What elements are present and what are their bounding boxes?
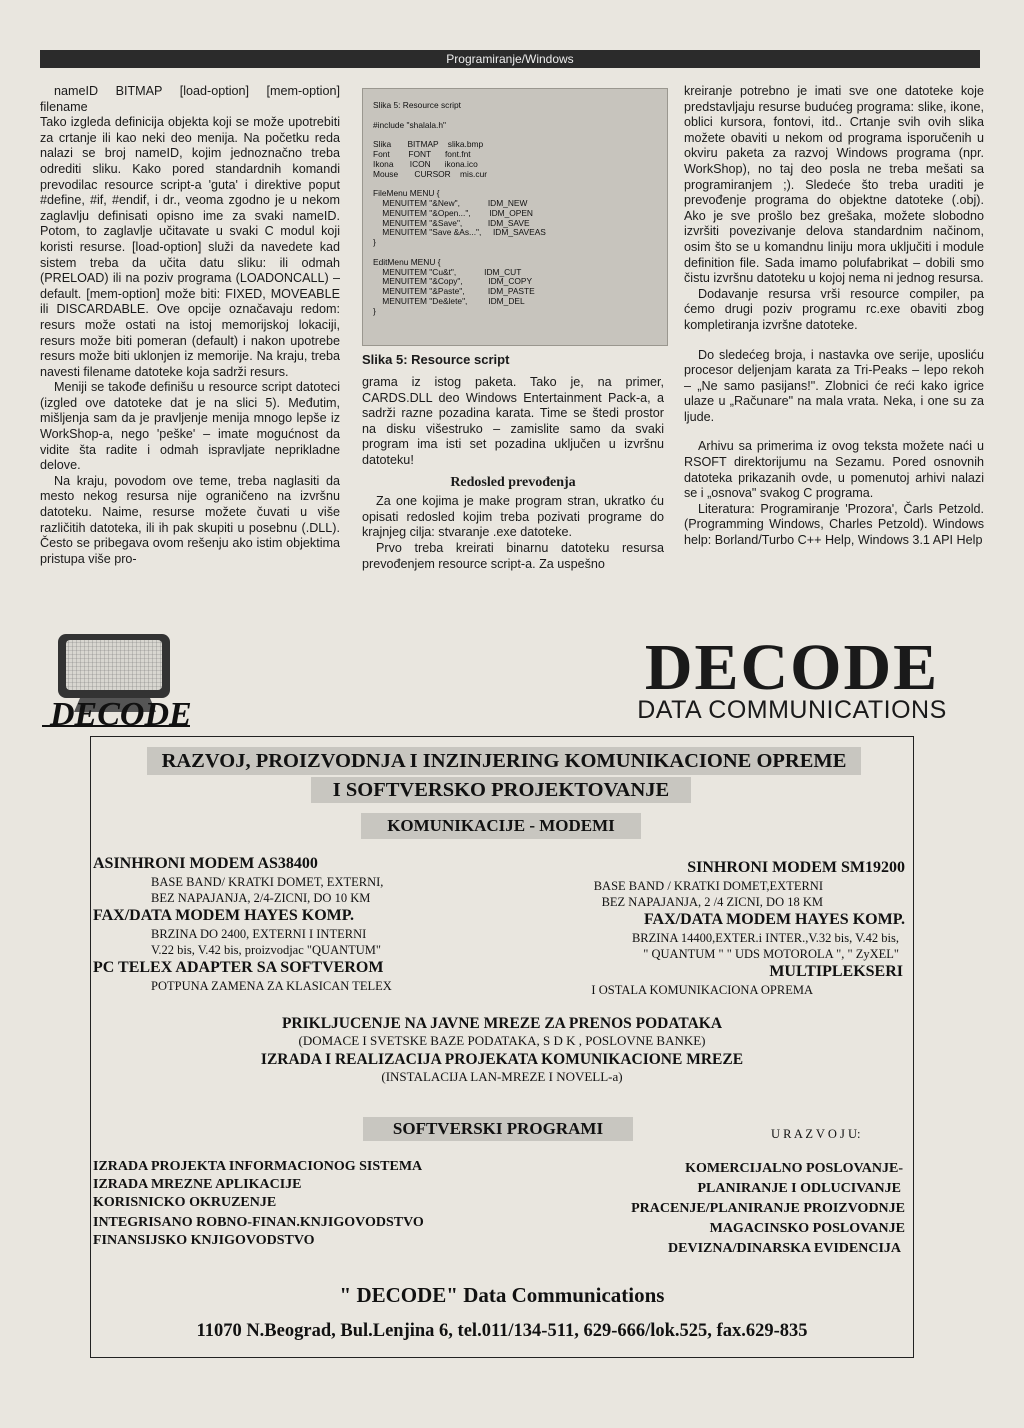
logo-text: DECODE [50, 696, 192, 730]
company-name: " DECODE" Data Communications [339, 1283, 665, 1307]
ad-headline-2: I SOFTVERSKO PROJEKTOVANJE [311, 777, 691, 803]
product-detail: " QUANTUM " " UDS MOTOROLA ", " ZyXEL" [643, 947, 899, 961]
service-title: PRIKLJUCENJE NA JAVNE MREZE ZA PRENOS PODATAKA [281, 1015, 723, 1032]
paragraph: grama iz istog paketa. Tako je, na primer, CARDS.DLL deo Windows Entertainment Pack-a, a sadrži razne pozadina karata. Time se štedi prostor na disku višestruko – zamislite samo da svaki program ima isti set pozadina uključen u izvršnu datoteku! [362, 375, 664, 467]
product-detail: POTPUNA ZAMENA ZA KLASICAN TELEX [151, 979, 392, 993]
software-item: FINANSIJSKO KNJIGOVODSTVO [93, 1233, 315, 1248]
software-item: IZRADA PROJEKTA INFORMACIONOG SISTEMA [93, 1159, 423, 1174]
paragraph: Arhivu sa primerima iz ovog teksta možete naći u RSOFT direktorijumu na Sezamu. Pored osnovnih datoteka prikazanih ovde, u pomenutoj arhivi nalazi se i „osnova" svakog C programa. [684, 439, 984, 501]
company-address: 11070 N.Beograd, Bul.Lenjina 6, tel.011/134-511, 629-666/lok.525, fax.629-835 [196, 1321, 808, 1341]
article-column-2 [362, 375, 664, 572]
product-title: SINHRONI MODEM SM19200 [687, 859, 905, 876]
product-title: PC TELEX ADAPTER SA SOFTVEROM [93, 959, 384, 976]
software-item: PLANIRANJE I ODLUCIVANJE [697, 1181, 901, 1196]
product-detail: BEZ NAPAJANJA, 2 /4 ZICNI, DO 18 KM [601, 895, 823, 909]
section-software: SOFTVERSKI PROGRAMI [363, 1117, 633, 1141]
product-detail: BASE BAND / KRATKI DOMET,EXTERNI [593, 879, 823, 893]
brand-subtitle: DATA COMMUNICATIONS [637, 696, 947, 724]
software-item: KOMERCIJALNO POSLOVANJE- [685, 1161, 903, 1176]
paragraph: nameID BITMAP [load-option] [mem-option] filename [40, 84, 340, 114]
paragraph: Za one kojima je make program stran, ukratko ću opisati redosled kojim treba pozivati programe do krajnjeg cilja: stvaranje .exe datoteke. [362, 494, 664, 540]
paragraph: Dodavanje resursa vrši resource compiler, pa ćemo drugi poziv programu rc.exe obaviti zbog kompletiranja izvršne datoteke. [684, 286, 984, 332]
resource-script-code: Slika 5: Resource script #include "shalala.h" Slika BITMAP slika.bmp Font FONT font.fnt Ikona ICON ikona.ico Mouse CURSOR mis.cur FileMenu MENU { MENUITEM "&New", IDM_NEW MENUITEM "&Open...", IDM_OPEN MENUITEM "&Save", IDM_SAVE MENUITEM "Save &As...", IDM_SAVEAS } EditMenu MENU { MENUITEM "Cu&t", IDM_CUT MENUITEM "&Copy", IDM_COPY MENUITEM "&Paste", IDM_PASTE MENUITEM "De&lete", IDM_DEL } [373, 100, 546, 316]
service-detail: (INSTALACIJA LAN-MREZE I NOVELL-a) [381, 1069, 623, 1084]
product-detail: BEZ NAPAJANJA, 2/4-ZICNI, DO 10 KM [151, 891, 371, 905]
software-item: DEVIZNA/DINARSKA EVIDENCIJA [668, 1241, 901, 1256]
section-header: Programiranje/Windows [40, 50, 980, 68]
monitor-icon [40, 630, 200, 730]
software-item: IZRADA MREZNE APLIKACIJE [93, 1177, 302, 1192]
product-title: ASINHRONI MODEM AS38400 [93, 855, 318, 872]
product-title: FAX/DATA MODEM HAYES KOMP. [93, 907, 355, 924]
article-column-3 [684, 84, 984, 549]
decode-logo [40, 630, 200, 730]
brand-name: DECODE [644, 631, 940, 704]
figure-caption: Slika 5: Resource script [362, 352, 510, 367]
paragraph: Tako izgleda definicija objekta koji se može upotrebiti za crtanje ili kao neki deo menija. Na početku reda nalazi se broj nameID, kojim jednoznačno treba odrediti sliku. Kako pored standardnih komandi prevodilac resource script-a 'guta' i direktive poput #define, #if, #endif, i dr., veoma zgodno je u nekom zaglavlju definisati opisno ime za svaki nameID. Potom, to zaglavlje učitavate u svaki C modul koji koristi resurse. [load-option] služi da navedete kad sistem treba da učita datu sliku: ili odmah (PRELOAD) ili na poziv programa (LOADONCALL) – default. [mem-option] može biti: FIXED, MOVEABLE ili DISCARDABLE. Ove opcije označavaju redom: resurs može ostati na istoj memorijskoj lokaciji, resurs može biti pomeran (default) i nakon upotrebe resurs može biti uklonjen iz memorije. Na kraju, treba navesti filename datoteke koja sadrži resurs. [40, 115, 340, 379]
service-detail: (DOMACE I SVETSKE BAZE PODATAKA, S D K , POSLOVNE BANKE) [298, 1033, 706, 1048]
paragraph: Prvo treba kreirati binarnu datoteku resursa prevođenjem resource script-a. Za uspešno [362, 540, 664, 571]
service-title: IZRADA I REALIZACIJA PROJEKATA KOMUNIKACIONE MREZE [260, 1051, 744, 1068]
software-item: KORISNICKO OKRUZENJE [93, 1195, 277, 1210]
product-detail: V.22 bis, V.42 bis, proizvodjac "QUANTUM" [151, 943, 381, 957]
section-heading: Redosled prevođenja [450, 474, 576, 490]
product-detail: I OSTALA KOMUNIKACIONA OPREMA [591, 983, 813, 997]
paragraph: Do sledećeg broja, i nastavka ove serije, uposliću procesor deljenjam karata za Tri-Peaks – lepo rekoh – „Ne samo pasijans!". Zlobnici će reći kako igrice ulaze u „Računare" na mala vrata. Neka, i one su za ljude. [684, 347, 984, 424]
product-title: FAX/DATA MODEM HAYES KOMP. [643, 911, 905, 928]
advertisement [90, 736, 914, 1358]
product-title: MULTIPLEKSERI [769, 963, 903, 980]
paragraph: Na kraju, povodom ove teme, treba naglasiti da mesto nekog resursa nije ograničeno na izvršnu datoteku. Naime, resurse možete čuvati u više različitih datoteka, ili ih pak skupiti u posebnu (.DLL). Često se pribegava ovom rešenju ako istim objektima pristupa više pro- [40, 473, 340, 566]
software-item: PRACENJE/PLANIRANJE PROIZVODNJE [631, 1201, 905, 1216]
paragraph: kreiranje potrebno je imati sve one datoteke koje predstavljaju resurse budućeg programa: slike, ikone, oblici kursora, fontovi, itd.. Crtanje svih ovih slika možete obaviti u nekom od programa isporučenih u okviru paketa za razvoj Windows programa (npr. WorkShop), no taj deo posla ne treba mešati sa programiranjem ;). Sledeće što treba uraditi je prevođenje programa do objektne datoteke (.obj). Ako je sve prošlo bez grešaka, možete slobodno izvršiti povezivanje delova standardnim načinom, osim što se u komandnu liniju mora uključiti i module definition file. Sada imamo polufabrikat – dobili smo čistu izvršnu datoteku u kojoj nema ni jednog resursa. [684, 84, 984, 286]
section-modems: KOMUNIKACIJE - MODEMI [361, 813, 641, 839]
product-detail: BRZINA 14400,EXTER.i INTER.,V.32 bis, V.42 bis, [631, 931, 899, 945]
product-detail: BASE BAND/ KRATKI DOMET, EXTERNI, [151, 875, 384, 889]
code-figure [362, 88, 668, 346]
ad-headline: RAZVOJ, PROIZVODNJA I INZINJERING KOMUNIKACIONE OPREME [147, 747, 861, 775]
article-column-1 [40, 84, 340, 567]
product-detail: BRZINA DO 2400, EXTERNI I INTERNI [151, 927, 367, 941]
software-item: INTEGRISANO ROBNO-FINAN.KNJIGOVODSTVO [93, 1215, 424, 1230]
in-development-label: U R A Z V O J U: [771, 1127, 861, 1141]
software-item: MAGACINSKO POSLOVANJE [709, 1221, 905, 1236]
paragraph: Literatura: Programiranje 'Prozora', Čarls Petzold. (Programming Windows, Charles Petzold). Windows help: Borland/Turbo C++ Help, Windows 3.1 API Help [684, 501, 984, 548]
paragraph: Meniji se takođe definišu u resource script datoteci (izgled ove datoteke dat je na slici 5). Međutim, mišljenja sam da je pravljenje menija mnogo lepše iz WorkShop-a, nego 'peške' – imate mogućnost da vidite šta radite i odmah ispravljate neprikladne delove. [40, 380, 340, 473]
